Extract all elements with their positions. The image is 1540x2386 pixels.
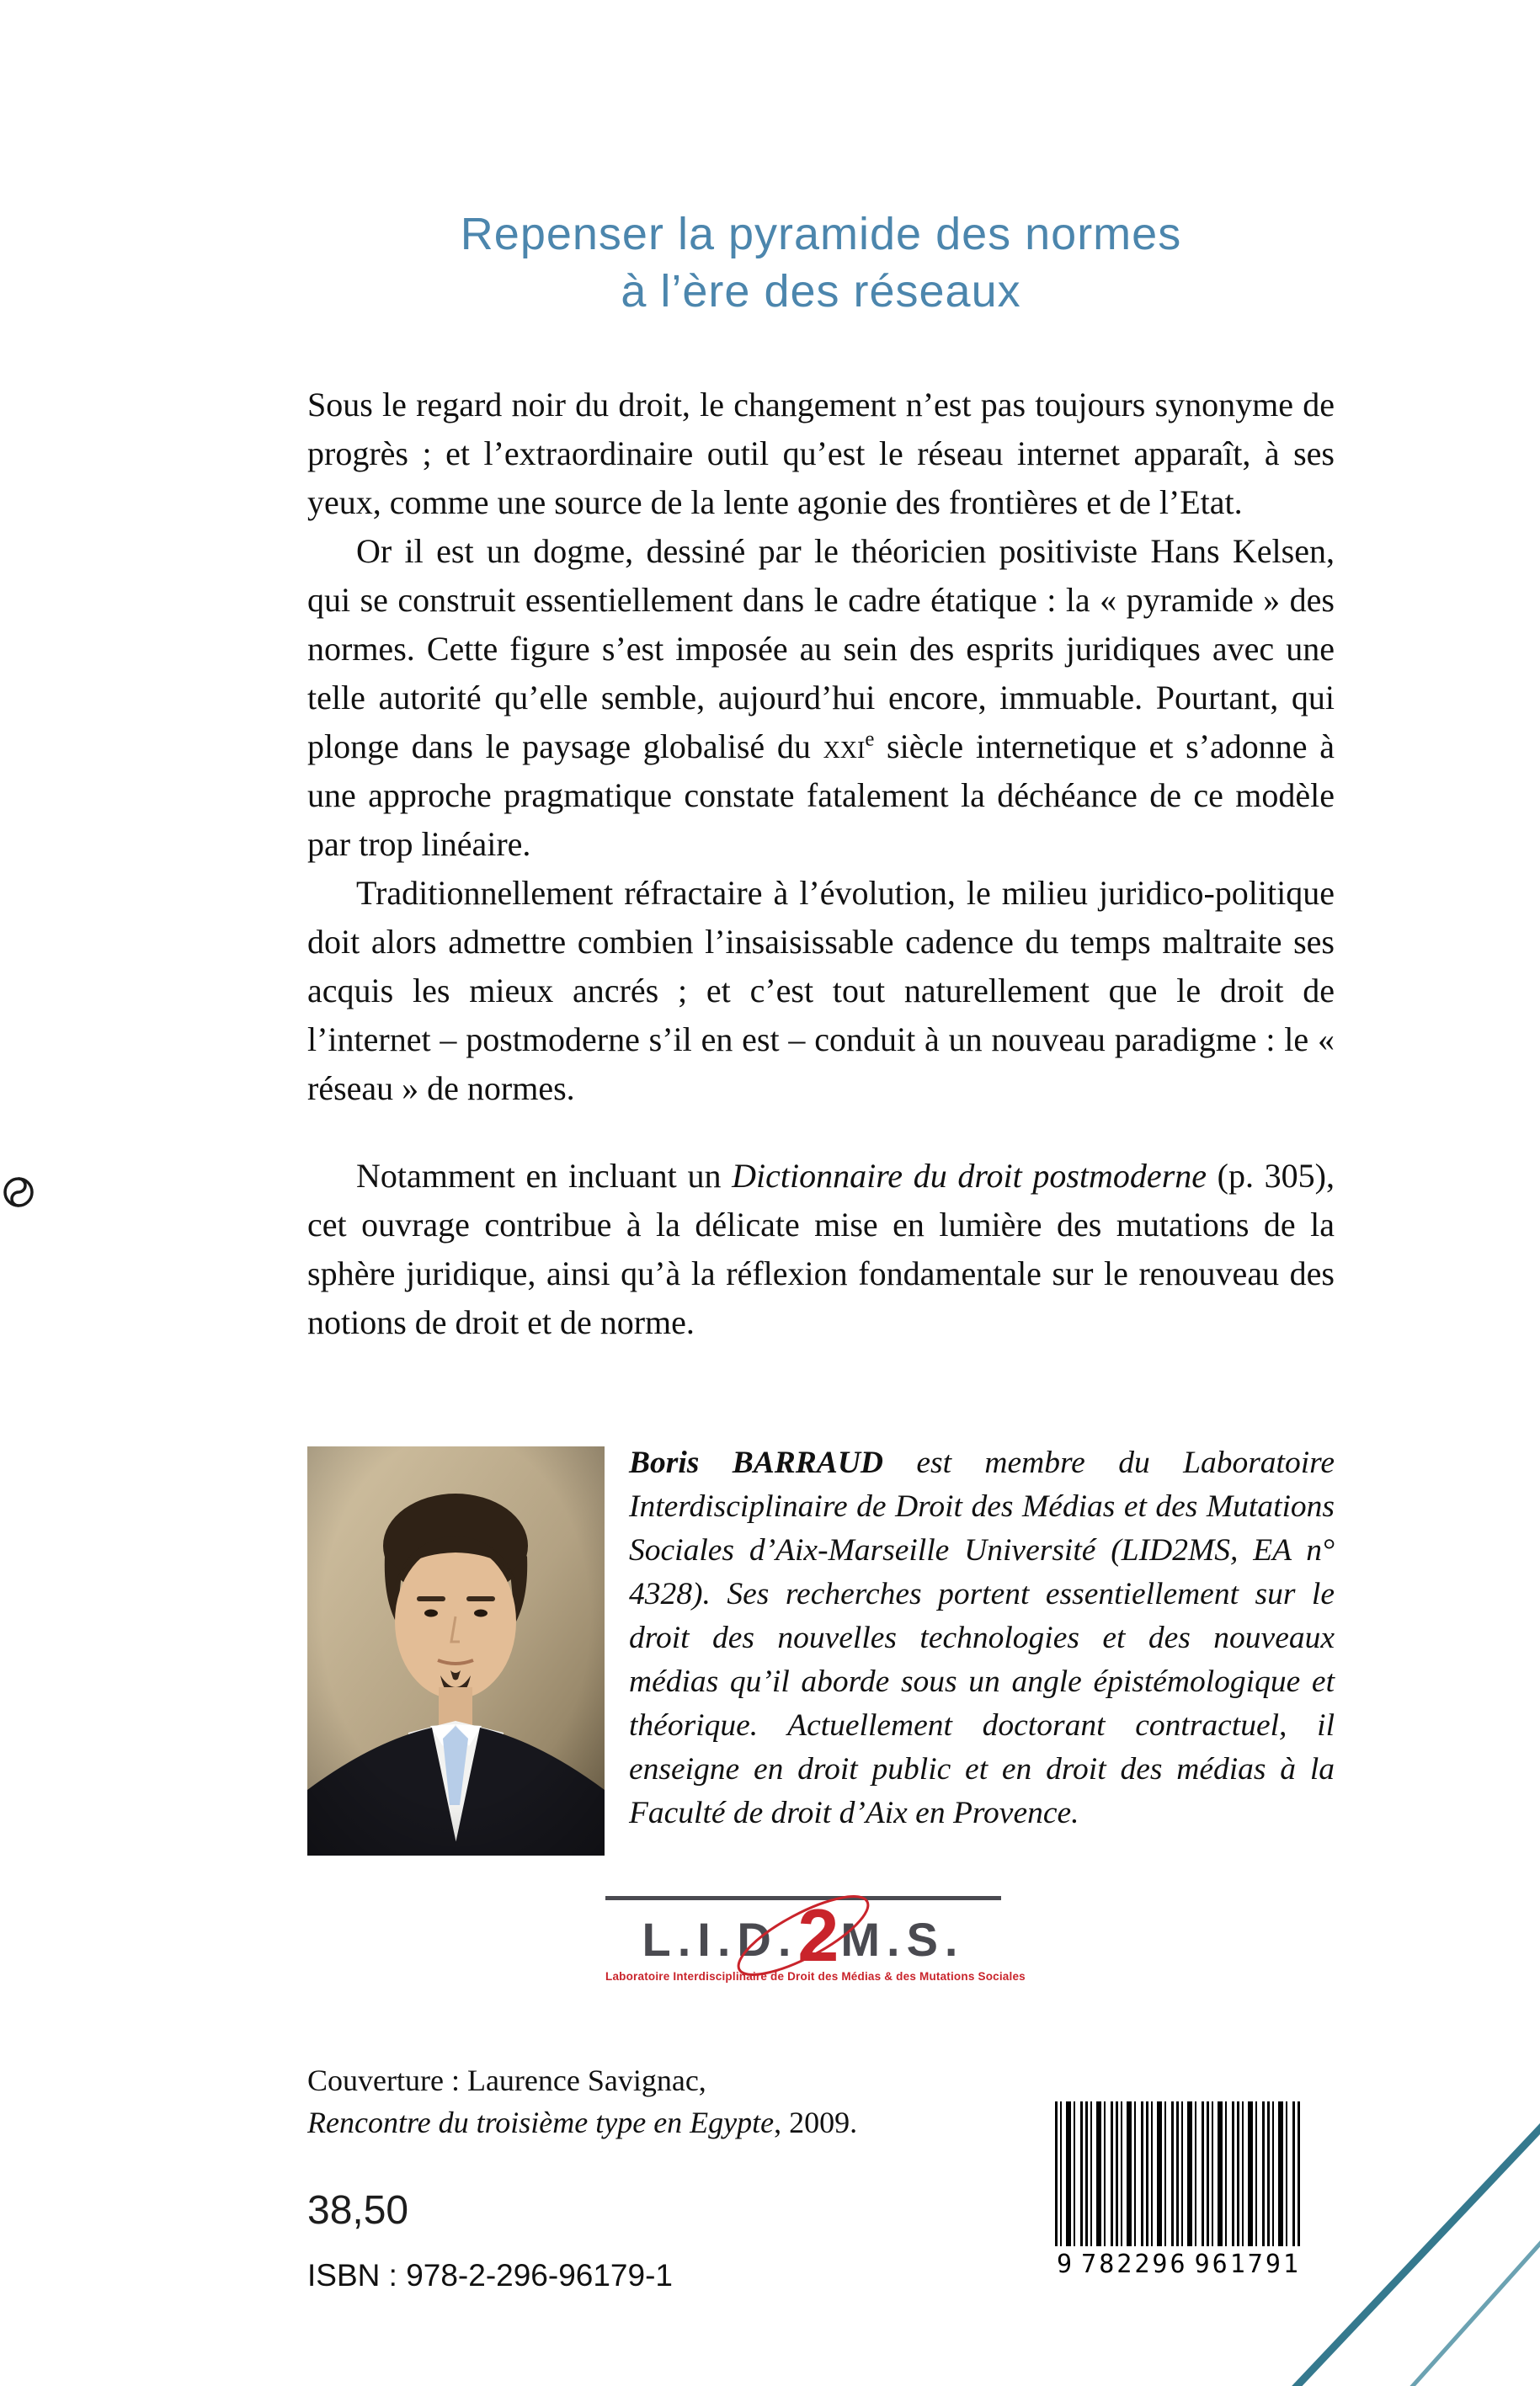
- book-title-line2: à l’ère des réseaux: [621, 266, 1021, 317]
- synopsis-p4-before: Notamment en incluant un: [356, 1157, 733, 1195]
- synopsis-p3-text: Traditionnellement réfractaire à l’évolution, le milieu juridico-politique doit alors admettre combien l’insaisissable cadence du temps maltraite ses acquis les mieux ancrés ; et c’est tout naturellement que le droit de l’internet – postmoderne s’il en est – conduit à un nouveau paradigme : le « réseau » de normes.: [307, 874, 1335, 1107]
- logo-wordmark: [642, 1893, 965, 1977]
- book-title: [307, 205, 1335, 320]
- price: 38,50: [307, 2188, 409, 2233]
- synopsis-p4-after: (p. 305), cet ouvrage contribue à la délicate mise en lumière des mutations de la sphère juridique, ainsi qu’à la réflexion fondamentale sur le renouveau des notions de droit et de norme.: [307, 1157, 1335, 1341]
- synopsis-paragraph-2: [307, 527, 1335, 869]
- logo-ms: M.S.: [840, 1913, 965, 1966]
- cover-credits: [307, 2059, 1065, 2144]
- book-title-line1: Repenser la pyramide des normes: [460, 209, 1182, 259]
- synopsis: [307, 381, 1335, 1347]
- cover-artwork-year: , 2009.: [774, 2106, 858, 2139]
- synopsis-paragraph-1: [307, 381, 1335, 527]
- author-bio: [629, 1441, 1335, 1835]
- synopsis-p1-text: Sous le regard noir du droit, le changement n’est pas toujours synonyme de progrès ; et l’extraordinaire outil qu’est le réseau internet apparaît, à ses yeux, comme une source de la lente agonie des frontières et de l’Etat.: [307, 386, 1335, 521]
- century-ordinal-sup: e: [865, 727, 875, 751]
- logo-tagline: Laboratoire Interdisciplinaire de Droit des Médias & des Mutations Sociales: [605, 1970, 1026, 1983]
- credits-line1: Couverture : Laurence Savignac,: [307, 2064, 706, 2097]
- synopsis-p2-after: siècle internetique et s’adonne à une approche pragmatique constate fatalement la déchéance de ce modèle par trop linéaire.: [307, 727, 1335, 863]
- author-photo: [307, 1446, 605, 1856]
- logo-lid: L.I.D.: [642, 1913, 798, 1966]
- author-name: Boris BARRAUD: [629, 1446, 883, 1480]
- cover-artwork-title: Rencontre du troisième type en Egypte: [307, 2106, 775, 2139]
- synopsis-paragraph-4: [307, 1152, 1335, 1347]
- printers-mark-icon: [2, 1175, 35, 1209]
- barcode-digit-group-1: 9: [1057, 2250, 1075, 2279]
- synopsis-p2-before: Or il est un dogme, dessiné par le théoricien positiviste Hans Kelsen, qui se construit essentiellement dans le cadre étatique : la « pyramide » des normes. Cette figure s’est imposée au sein des esprits juridiques avec une telle autorité qu’elle semble, aujourd’hui encore, immuable. Pourtant, qui plonge dans le paysage globalisé du: [307, 532, 1335, 765]
- author-bio-text: est membre du Laboratoire Interdisciplinaire de Droit des Médias et des Mutations Sociales d’Aix-Marseille Université (LID2MS, EA n° 4328). Ses recherches portent essentiellement sur le droit des nouvelles technologies et des nouveaux médias qu’il aborde sous un angle épistémologique et théorique. Actuellement doctorant contractuel, il enseigne en droit public et en droit des médias à la Faculté de droit d’Aix en Provence.: [629, 1446, 1335, 1830]
- century-roman-numeral: xxi: [823, 727, 866, 765]
- credits-line2: [307, 2101, 1065, 2144]
- lid2ms-logo: [605, 1893, 1026, 1983]
- corner-diagonal-lines: [1203, 2007, 1540, 2386]
- isbn: ISBN : 978-2-296-96179-1: [307, 2258, 673, 2293]
- dictionary-title-italic: Dictionnaire du droit postmoderne: [732, 1157, 1207, 1195]
- barcode-digit-group-3: 961791: [1194, 2250, 1301, 2279]
- author-section: [307, 1446, 1335, 1884]
- logo-2: 2: [797, 1893, 841, 1977]
- barcode-digit-group-2: 782296: [1081, 2250, 1188, 2279]
- synopsis-paragraph-3: [307, 869, 1335, 1113]
